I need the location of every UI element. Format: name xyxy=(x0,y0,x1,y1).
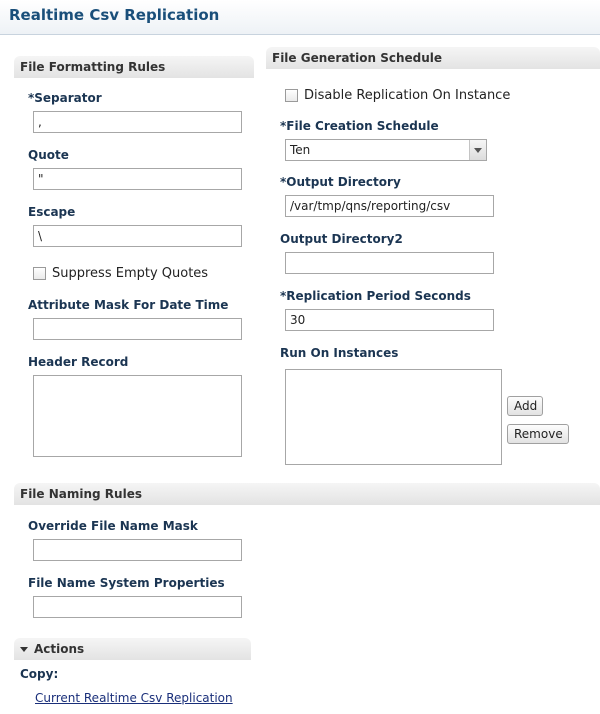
naming-header-label: File Naming Rules xyxy=(20,487,142,501)
caret-down-icon[interactable] xyxy=(20,647,28,652)
system-props-label: File Name System Properties xyxy=(28,576,225,590)
disable-replication-checkbox[interactable] xyxy=(285,89,298,102)
copy-label: Copy: xyxy=(20,667,59,681)
run-on-instances-label: Run On Instances xyxy=(280,346,399,360)
suppress-empty-quotes-label: Suppress Empty Quotes xyxy=(52,265,209,281)
schedule-header-label: File Generation Schedule xyxy=(272,51,443,65)
formatting-header-label: File Formatting Rules xyxy=(20,60,166,74)
section-header-schedule xyxy=(266,47,600,69)
override-mask-input[interactable] xyxy=(33,539,242,561)
quote-input[interactable]: " xyxy=(33,168,242,190)
actions-header-label: Actions xyxy=(34,642,85,656)
run-on-instances-list[interactable] xyxy=(285,369,502,465)
header-record-textarea[interactable] xyxy=(33,375,242,457)
creation-schedule-label: *File Creation Schedule xyxy=(280,119,439,133)
disable-replication-row[interactable] xyxy=(285,86,510,104)
creation-schedule-select[interactable] xyxy=(285,139,487,161)
disable-replication-label: Disable Replication On Instance xyxy=(304,87,511,103)
replication-period-input[interactable]: 30 xyxy=(285,309,494,331)
remove-instance-button[interactable]: Remove xyxy=(507,424,569,444)
title-bar xyxy=(0,0,600,35)
system-props-input[interactable] xyxy=(33,596,242,618)
suppress-empty-quotes-row[interactable] xyxy=(33,264,208,282)
header-record-label: Header Record xyxy=(28,355,129,369)
chevron-down-icon[interactable] xyxy=(469,140,486,160)
escape-label: Escape xyxy=(28,205,76,219)
add-instance-button[interactable]: Add xyxy=(507,396,543,416)
section-header-formatting xyxy=(14,56,254,78)
separator-input[interactable]: , xyxy=(33,111,242,133)
output-dir-input[interactable]: /var/tmp/qns/reporting/csv xyxy=(285,195,494,217)
creation-schedule-value: Ten xyxy=(290,143,311,157)
output-dir2-label: Output Directory2 xyxy=(280,232,403,246)
date-mask-label: Attribute Mask For Date Time xyxy=(28,298,229,312)
page-title: Realtime Csv Replication xyxy=(9,6,220,24)
copy-current-link[interactable]: Current Realtime Csv Replication xyxy=(35,691,233,705)
replication-period-label: *Replication Period Seconds xyxy=(280,289,471,303)
output-dir-label: *Output Directory xyxy=(280,175,401,189)
section-header-naming xyxy=(14,483,600,505)
override-mask-label: Override File Name Mask xyxy=(28,519,198,533)
quote-label: Quote xyxy=(28,148,69,162)
escape-input[interactable]: \ xyxy=(33,225,242,247)
separator-label: *Separator xyxy=(28,91,102,105)
section-header-actions[interactable] xyxy=(14,638,251,660)
suppress-empty-quotes-checkbox[interactable] xyxy=(33,267,46,280)
output-dir2-input[interactable] xyxy=(285,252,494,274)
date-mask-input[interactable] xyxy=(33,318,242,340)
